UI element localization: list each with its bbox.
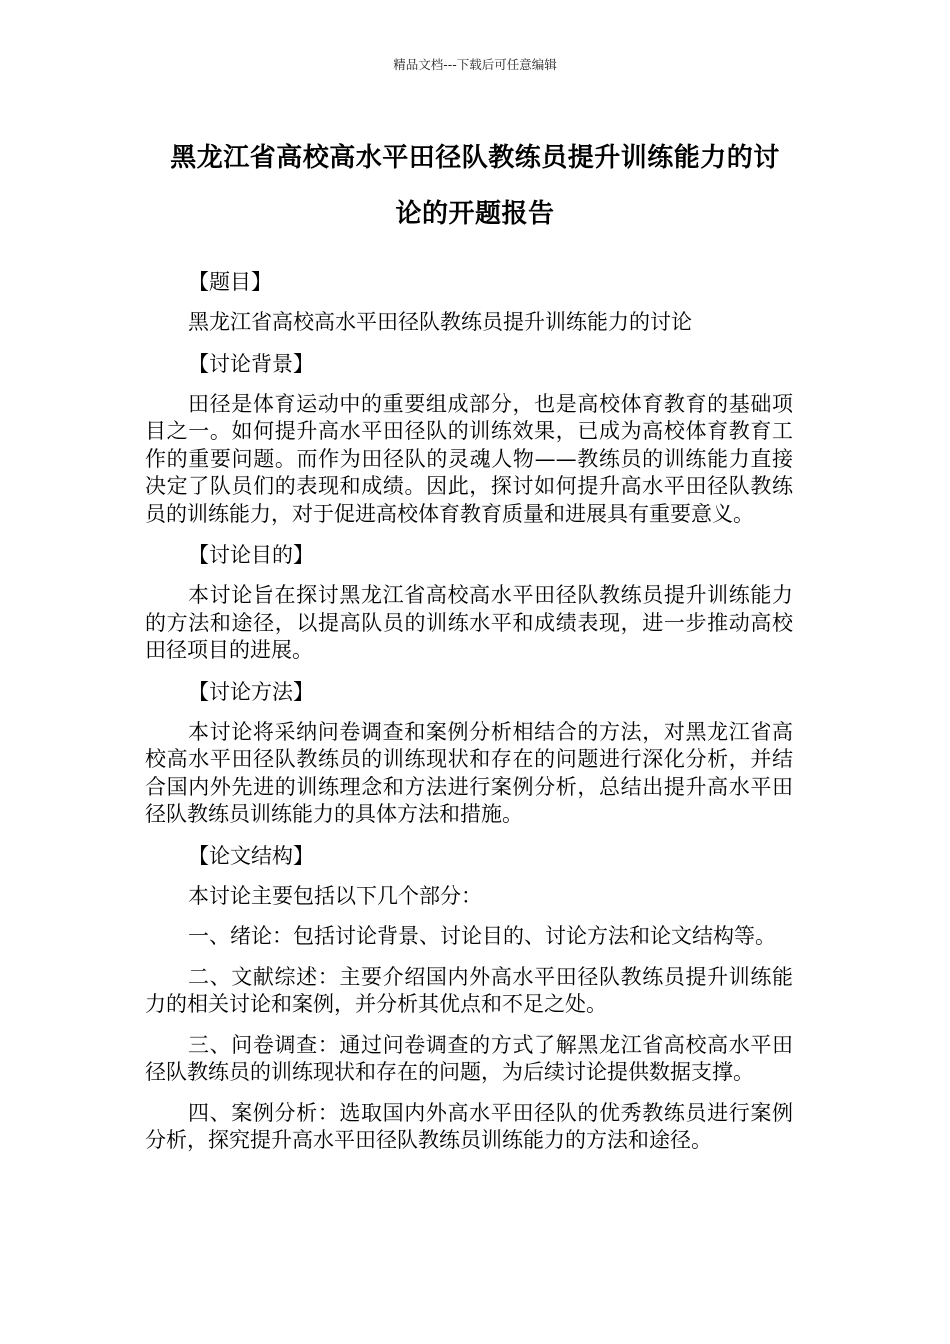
page-header: 精品文档---下载后可任意编辑 [393,57,557,72]
purpose-paragraph: 本讨论旨在探讨黑龙江省高校高水平田径队教练员提升训练能力的方法和途径，以提高队员的训练水平和成绩表现，进一步推动高校田径项目的进展。 [145,583,793,662]
topic-heading: 【题目】 [188,270,272,294]
document-title [120,130,830,242]
structure-item: 三、问卷调查：通过问卷调查的方式了解黑龙江省高校高水平田径队教练员的训练现状和存在的问题，为后续讨论提供数据支撑。 [145,1032,793,1084]
method-paragraph: 本讨论将采纳问卷调查和案例分析相结合的方法，对黑龙江省高校高水平田径队教练员的训练现状和存在的问题进行深化分析，并结合国内外先进的训练理念和方法进行案例分析，总结出提升高水平田径队教练员训练能力的具体方法和措施。 [145,719,793,826]
structure-item: 四、案例分析：选取国内外高水平田径队的优秀教练员进行案例分析，探究提升高水平田径队教练员训练能力的方法和途径。 [145,1100,793,1152]
method-heading: 【讨论方法】 [188,679,314,704]
topic-text: 黑龙江省高校高水平田径队教练员提升训练能力的讨论 [188,310,692,334]
title-line-2: 论的开题报告 [395,199,555,229]
background-heading: 【讨论背景】 [188,351,314,376]
structure-item: 一、绪论：包括讨论背景、讨论目的、讨论方法和论文结构等。 [188,924,776,948]
purpose-heading: 【讨论目的】 [188,543,314,567]
structure-heading: 【论文结构】 [188,843,314,868]
title-line-1: 黑龙江省高校高水平田径队教练员提升训练能力的讨 [170,143,780,173]
background-paragraph: 田径是体育运动中的重要组成部分，也是高校体育教育的基础项目之一。如何提升高水平田径队的训练效果，已成为高校体育教育工作的重要问题。而作为田径队的灵魂人物——教练员的训练能力直接决定了队员们的表现和成绩。因此，探讨如何提升高水平田径队教练员的训练能力，对于促进高校体育教育质量和进展具有重要意义。 [145,391,793,526]
structure-item: 二、文献综述：主要介绍国内外高水平田径队教练员提升训练能力的相关讨论和案例，并分析其优点和不足之处。 [145,964,793,1016]
structure-intro: 本讨论主要包括以下几个部分： [188,883,482,908]
document-body [145,268,793,1168]
